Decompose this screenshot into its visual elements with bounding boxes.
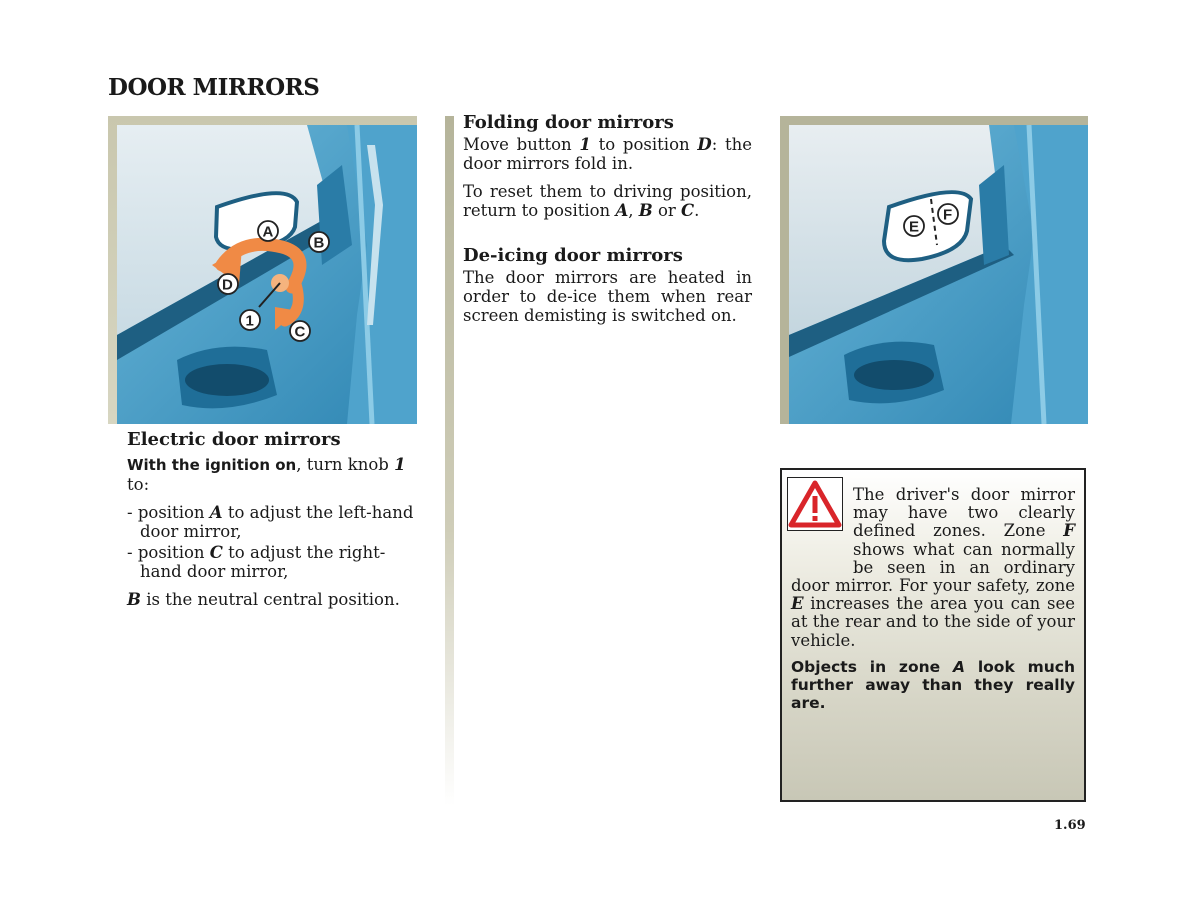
deicing-heading: De-icing door mirrors	[463, 245, 683, 266]
warning-text: The driver's door mirror may have two clearly defined zones. Zone F shows what can normally be seen in an ordinary door mirror. For your safety, zone E increases the area you can see at the rear and to the side of your vehicle. Objects in zone A look much further away than they really are.	[791, 485, 1075, 713]
svg-text:F: F	[943, 206, 953, 224]
electric-item-left: - position A to adjust the left-hand door mirror,	[127, 503, 414, 541]
warning-bold-note: Objects in zone A look much further away than they really are.	[791, 657, 1075, 713]
svg-text:1: 1	[245, 312, 254, 330]
electric-neutral: B is the neutral central position.	[127, 590, 400, 609]
label-a	[258, 221, 278, 241]
electric-mirrors-section	[127, 430, 417, 618]
electric-item-right: - position C to adjust the right-hand door mirror,	[127, 543, 386, 581]
svg-text:A: A	[262, 223, 274, 241]
page-number: 1.69	[1054, 818, 1086, 833]
label-f	[938, 204, 958, 224]
deicing-text: The door mirrors are heated in order to de-ice them when rear screen demisting is switched on.	[463, 268, 752, 325]
label-1	[240, 310, 260, 330]
folding-text-2: To reset them to driving position, return to position A, B or C.	[463, 182, 752, 220]
svg-text:E: E	[909, 218, 920, 236]
label-b	[309, 232, 329, 252]
middle-column	[463, 113, 752, 334]
label-e	[904, 216, 924, 236]
electric-heading: Electric door mirrors	[127, 429, 341, 450]
label-d	[218, 274, 238, 294]
electric-intro: With the ignition on, turn knob 1 to:	[127, 455, 406, 494]
warning-box	[780, 468, 1086, 802]
label-c	[290, 321, 310, 341]
svg-text:C: C	[294, 323, 306, 341]
middle-divider	[445, 116, 454, 806]
door-control-photo	[117, 125, 417, 424]
svg-text:D: D	[222, 276, 233, 294]
folding-text-1: Move button 1 to position D: the door mirrors fold in.	[463, 135, 753, 173]
svg-text:B: B	[313, 234, 325, 252]
folding-heading: Folding door mirrors	[463, 112, 674, 133]
mirror-zones-photo	[789, 125, 1088, 424]
page-title: DOOR MIRRORS	[108, 74, 320, 101]
